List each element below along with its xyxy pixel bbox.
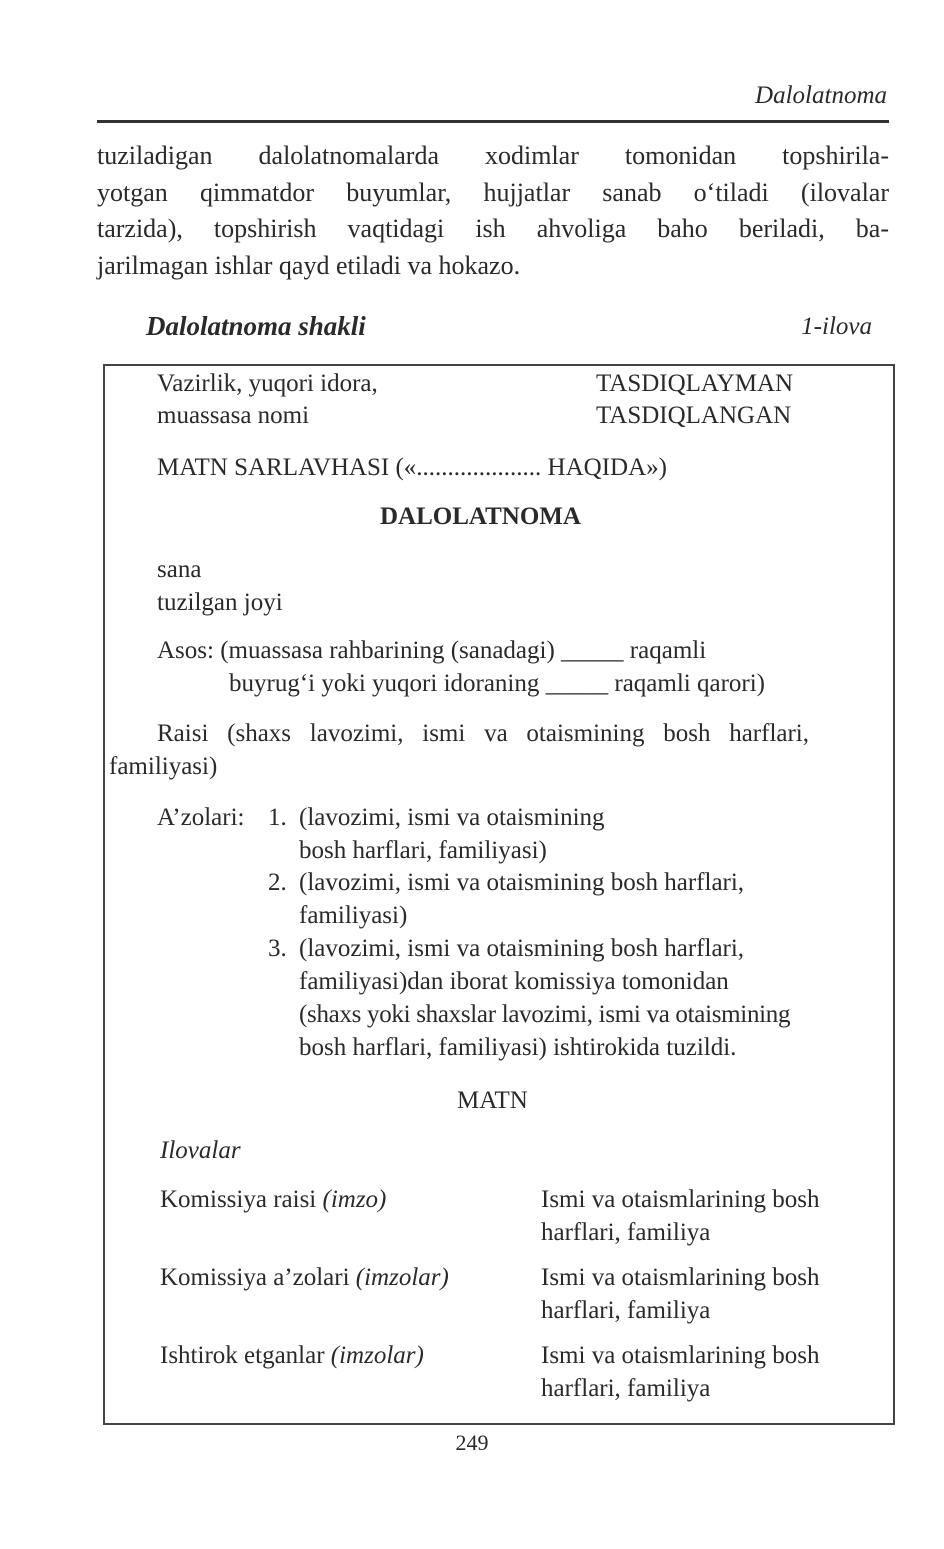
running-head: Dalolatnoma bbox=[755, 82, 887, 109]
signature-row-participants bbox=[160, 1342, 424, 1370]
signature-label: Komissiya raisi bbox=[160, 1186, 317, 1213]
signature-label: Ishtirok etganlar bbox=[160, 1342, 325, 1369]
signature-note: (imzolar) bbox=[330, 1342, 424, 1369]
chair-line2: familiyasi) bbox=[109, 753, 218, 780]
approve-label-1: TASDIQLAYMAN bbox=[596, 370, 794, 397]
signature-name-line2: harflari, familiya bbox=[541, 1219, 711, 1246]
member-1-number: 1. bbox=[268, 804, 287, 831]
member-3-line1: (lavozimi, ismi va otaismining bosh harflari, bbox=[299, 935, 745, 962]
member-3-number: 3. bbox=[268, 935, 287, 962]
signature-name-line1: Ismi va otaismlarining bosh bbox=[541, 1264, 820, 1291]
member-3-line2: familiyasi)dan iborat komissiya tomonidan bbox=[299, 968, 729, 995]
form-title: Dalolatnoma shakli bbox=[146, 311, 366, 341]
signature-name-line2: harflari, familiya bbox=[541, 1297, 711, 1324]
intro-line: tarzida), topshirish vaqtidagi ish ahvoliga baho beriladi, ba- bbox=[97, 214, 889, 243]
heading-line: MATN SARLAVHASI («.................... HAQIDA») bbox=[157, 454, 667, 481]
signature-row-chair bbox=[160, 1186, 386, 1214]
member-2-line2: familiyasi) bbox=[299, 902, 408, 929]
intro-line: yotgan qimmatdor buyumlar, hujjatlar sanab o‘tiladi (ilovalar bbox=[97, 177, 889, 207]
signature-note: (imzo) bbox=[322, 1186, 387, 1213]
org-name-line2: muassasa nomi bbox=[157, 402, 310, 429]
text-placeholder: MATN bbox=[457, 1087, 528, 1114]
place-label: tuzilgan joyi bbox=[157, 589, 283, 616]
appendix-label: 1-ilova bbox=[801, 313, 872, 340]
member-3-line3: (shaxs yoki shaxslar lavozimi, ismi va otaismining bbox=[299, 1001, 791, 1028]
page-number: 249 bbox=[455, 1430, 489, 1455]
intro-line: jarilmagan ishlar qayd etiladi va hokazo. bbox=[97, 250, 521, 280]
signature-row-members bbox=[160, 1264, 449, 1292]
attachments-label: Ilovalar bbox=[160, 1137, 241, 1164]
member-3-line4: bosh harflari, familiyasi) ishtirokida tuzildi. bbox=[299, 1034, 737, 1061]
member-2-number: 2. bbox=[268, 869, 287, 896]
member-1-line1: (lavozimi, ismi va otaismining bbox=[299, 804, 605, 831]
member-1-line2: bosh harflari, familiyasi) bbox=[299, 837, 547, 864]
signature-name-line1: Ismi va otaismlarining bosh bbox=[541, 1186, 820, 1213]
intro-line: tuziladigan dalolatnomalarda xodimlar tomonidan topshirila- bbox=[97, 141, 889, 170]
approve-label-2: TASDIQLANGAN bbox=[596, 402, 792, 429]
basis-line2: buyrug‘i yoki yuqori idoraning _____ raqamli qarori) bbox=[229, 670, 765, 697]
members-label: A’zolari: bbox=[157, 804, 245, 831]
date-label: sana bbox=[157, 556, 202, 583]
intro-paragraph bbox=[97, 138, 889, 284]
org-name-line1: Vazirlik, yuqori idora, bbox=[157, 370, 378, 397]
signature-name-line2: harflari, familiya bbox=[541, 1375, 711, 1402]
signature-note: (imzolar) bbox=[355, 1264, 449, 1291]
signature-name-line1: Ismi va otaismlarining bosh bbox=[541, 1342, 820, 1369]
basis-line1: Asos: (muassasa rahbarining (sanadagi) _____ raqamli bbox=[157, 637, 707, 664]
header-rule bbox=[97, 120, 889, 123]
doc-title: DALOLATNOMA bbox=[380, 503, 581, 530]
member-2-line1: (lavozimi, ismi va otaismining bosh harflari, bbox=[299, 869, 745, 896]
chair-line1: Raisi (shaxs lavozimi, ismi va otaismining bosh harflari, bbox=[157, 720, 810, 747]
signature-label: Komissiya a’zolari bbox=[160, 1264, 350, 1291]
